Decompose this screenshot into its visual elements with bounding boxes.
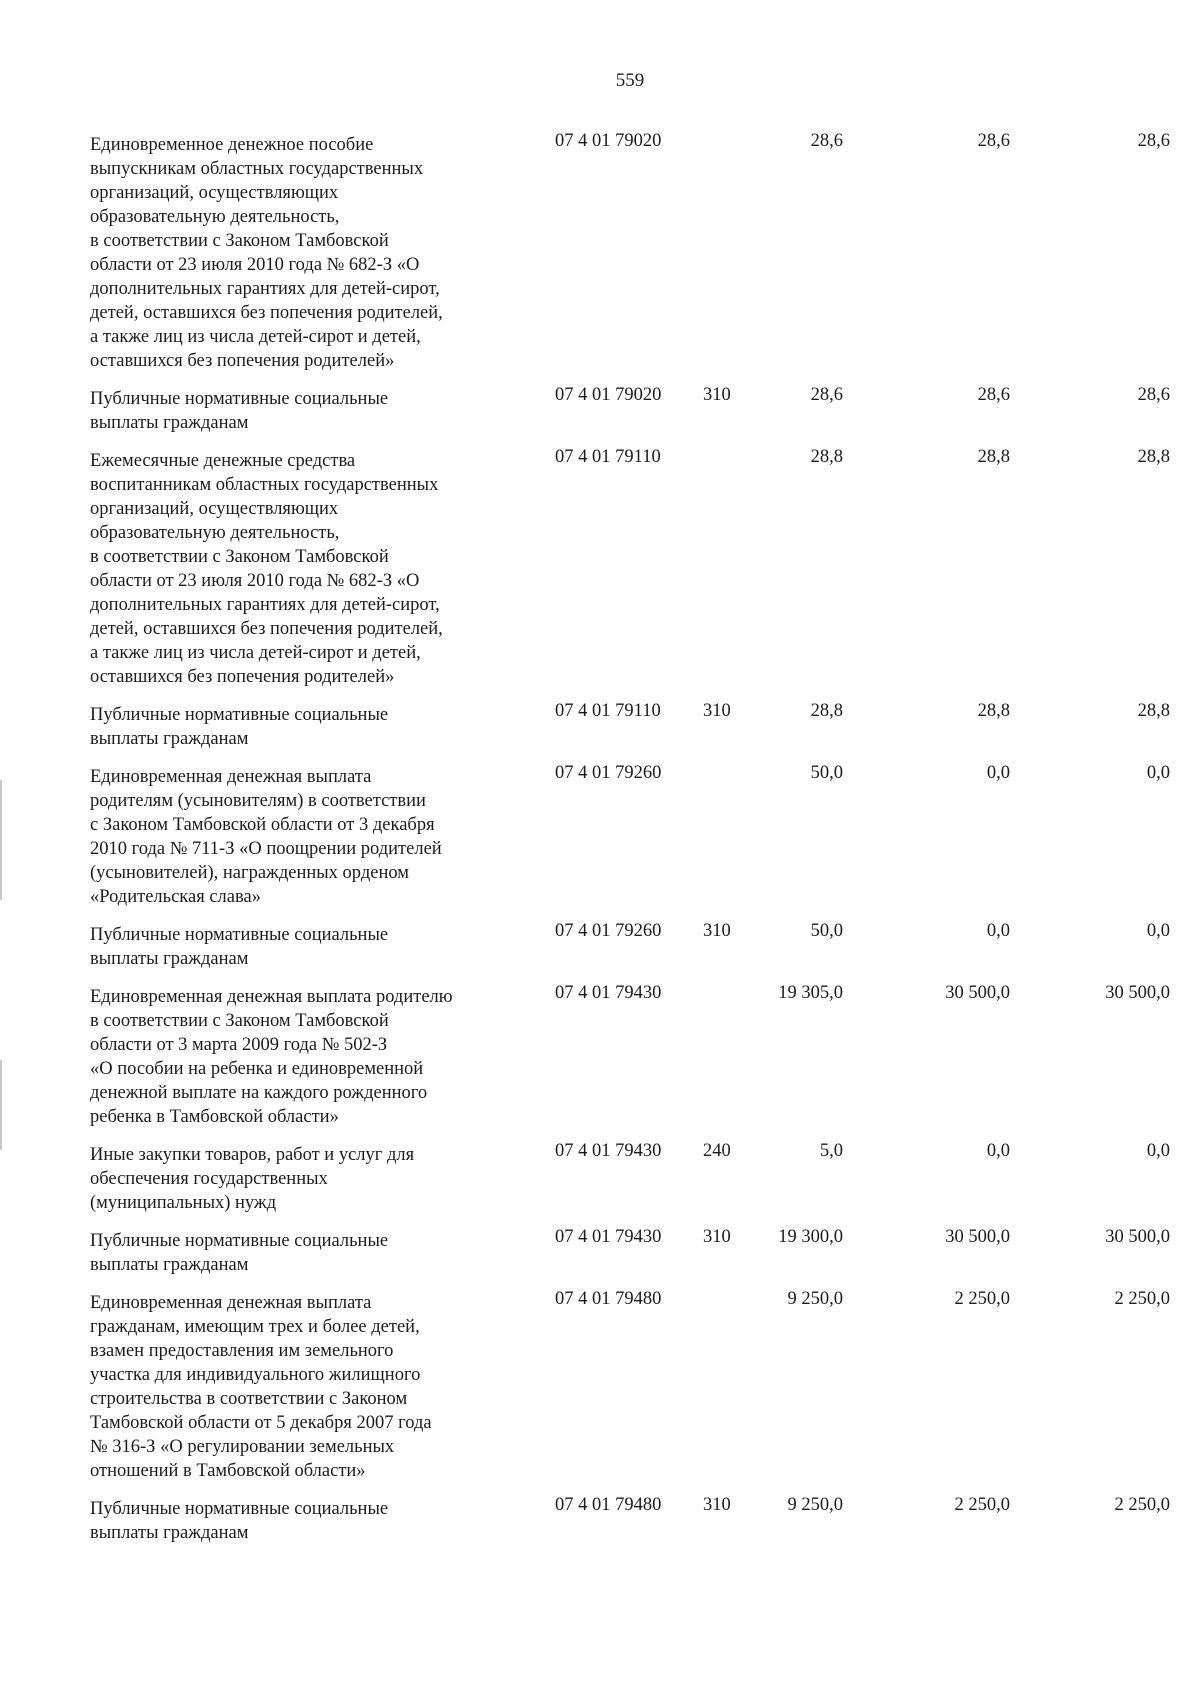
expense-type-code: 310 [703, 921, 731, 941]
table-row [90, 923, 1170, 971]
table-row [90, 703, 1170, 751]
row-description: Публичные нормативные социальные выплаты гражданам [90, 1231, 389, 1275]
amount-year-3: 30 500,0 [1105, 1227, 1170, 1247]
scan-edge-mark [0, 1060, 2, 1150]
row-description: Единовременная денежная выплата гражданам, имеющим трех и более детей, взамен предоставления им земельного участка для индивидуального жилищного строительства в соответствии с Законом Тамбовской области от 5 декабря 2007 года № 316-З «О регулировании земельных отношений в Тамбовской области» [90, 1293, 432, 1481]
amount-year-1: 28,8 [810, 701, 843, 721]
amount-year-2: 2 250,0 [954, 1495, 1010, 1515]
amount-year-2: 30 500,0 [945, 983, 1010, 1003]
table-row [90, 1143, 1170, 1215]
target-code: 07 4 01 79430 [555, 1141, 662, 1161]
amount-year-3: 0,0 [1146, 1141, 1170, 1161]
expense-type-code: 240 [703, 1141, 731, 1161]
amount-year-1: 28,6 [810, 385, 843, 405]
expense-type-code: 310 [703, 1227, 731, 1247]
amount-year-1: 9 250,0 [787, 1495, 843, 1515]
amount-year-2: 0,0 [986, 763, 1010, 783]
table-row [90, 1229, 1170, 1277]
target-code: 07 4 01 79260 [555, 921, 662, 941]
amount-year-1: 9 250,0 [787, 1289, 843, 1309]
amount-year-3: 2 250,0 [1114, 1495, 1170, 1515]
row-description: Единовременная денежная выплата родителям (усыновителям) в соответствии с Законом Тамбовской области от 3 декабря 2010 года № 711-З «О поощрении родителей (усыновителей), награжденных орденом «Родительская слава» [90, 767, 442, 907]
table-row [90, 387, 1170, 435]
amount-year-3: 30 500,0 [1105, 983, 1170, 1003]
page-number: 559 [615, 70, 645, 91]
table-row [90, 765, 1170, 909]
row-description: Иные закупки товаров, работ и услуг для обеспечения государственных (муниципальных) нужд [90, 1145, 415, 1213]
row-description: Публичные нормативные социальные выплаты гражданам [90, 1499, 389, 1543]
target-code: 07 4 01 79110 [555, 447, 661, 467]
target-code: 07 4 01 79430 [555, 1227, 662, 1247]
amount-year-2: 28,6 [977, 385, 1010, 405]
amount-year-1: 50,0 [810, 921, 843, 941]
expense-type-code: 310 [703, 385, 731, 405]
table-row [90, 133, 1170, 373]
table-row [90, 1497, 1170, 1545]
budget-table [90, 133, 1170, 1559]
row-description: Единовременная денежная выплата родителю в соответствии с Законом Тамбовской области от 3 марта 2009 года № 502-З «О пособии на ребенка и единовременной денежной выплате на каждого рожденного ребенка в Тамбовской области» [90, 987, 453, 1127]
amount-year-1: 5,0 [819, 1141, 843, 1161]
amount-year-1: 19 300,0 [778, 1227, 843, 1247]
amount-year-2: 28,8 [977, 701, 1010, 721]
amount-year-3: 0,0 [1146, 763, 1170, 783]
amount-year-3: 28,6 [1137, 385, 1170, 405]
amount-year-3: 28,8 [1137, 701, 1170, 721]
amount-year-2: 0,0 [986, 921, 1010, 941]
target-code: 07 4 01 79110 [555, 701, 661, 721]
amount-year-2: 30 500,0 [945, 1227, 1010, 1247]
amount-year-3: 28,6 [1137, 131, 1170, 151]
target-code: 07 4 01 79020 [555, 385, 662, 405]
expense-type-code: 310 [703, 1495, 731, 1515]
amount-year-3: 28,8 [1137, 447, 1170, 467]
amount-year-1: 28,6 [810, 131, 843, 151]
row-description: Публичные нормативные социальные выплаты гражданам [90, 925, 389, 969]
amount-year-1: 50,0 [810, 763, 843, 783]
row-description: Ежемесячные денежные средства воспитанникам областных государственных организаций, осуществляющих образовательную деятельность, в соответствии с Законом Тамбовской области от 23 июля 2010 года № 682-З «О дополнительных гарантиях для детей-сирот, детей, оставшихся без попечения родителей, а также лиц из числа детей-сирот и детей, оставшихся без попечения родителей» [90, 451, 443, 687]
target-code: 07 4 01 79020 [555, 131, 662, 151]
table-row [90, 1291, 1170, 1483]
table-row [90, 449, 1170, 689]
row-description: Публичные нормативные социальные выплаты гражданам [90, 389, 389, 433]
amount-year-3: 0,0 [1146, 921, 1170, 941]
row-description: Публичные нормативные социальные выплаты гражданам [90, 705, 389, 749]
row-description: Единовременное денежное пособие выпускникам областных государственных организаций, осуществляющих образовательную деятельность, в соответствии с Законом Тамбовской области от 23 июля 2010 года № 682-З «О дополнительных гарантиях для детей-сирот, детей, оставшихся без попечения родителей, а также лиц из числа детей-сирот и детей, оставшихся без попечения родителей» [90, 135, 443, 371]
amount-year-1: 28,8 [810, 447, 843, 467]
amount-year-1: 19 305,0 [778, 983, 843, 1003]
amount-year-3: 2 250,0 [1114, 1289, 1170, 1309]
target-code: 07 4 01 79260 [555, 763, 662, 783]
amount-year-2: 2 250,0 [954, 1289, 1010, 1309]
expense-type-code: 310 [703, 701, 731, 721]
target-code: 07 4 01 79430 [555, 983, 662, 1003]
table-row [90, 985, 1170, 1129]
amount-year-2: 28,6 [977, 131, 1010, 151]
scan-edge-mark [0, 780, 2, 900]
amount-year-2: 28,8 [977, 447, 1010, 467]
target-code: 07 4 01 79480 [555, 1495, 662, 1515]
target-code: 07 4 01 79480 [555, 1289, 662, 1309]
amount-year-2: 0,0 [986, 1141, 1010, 1161]
